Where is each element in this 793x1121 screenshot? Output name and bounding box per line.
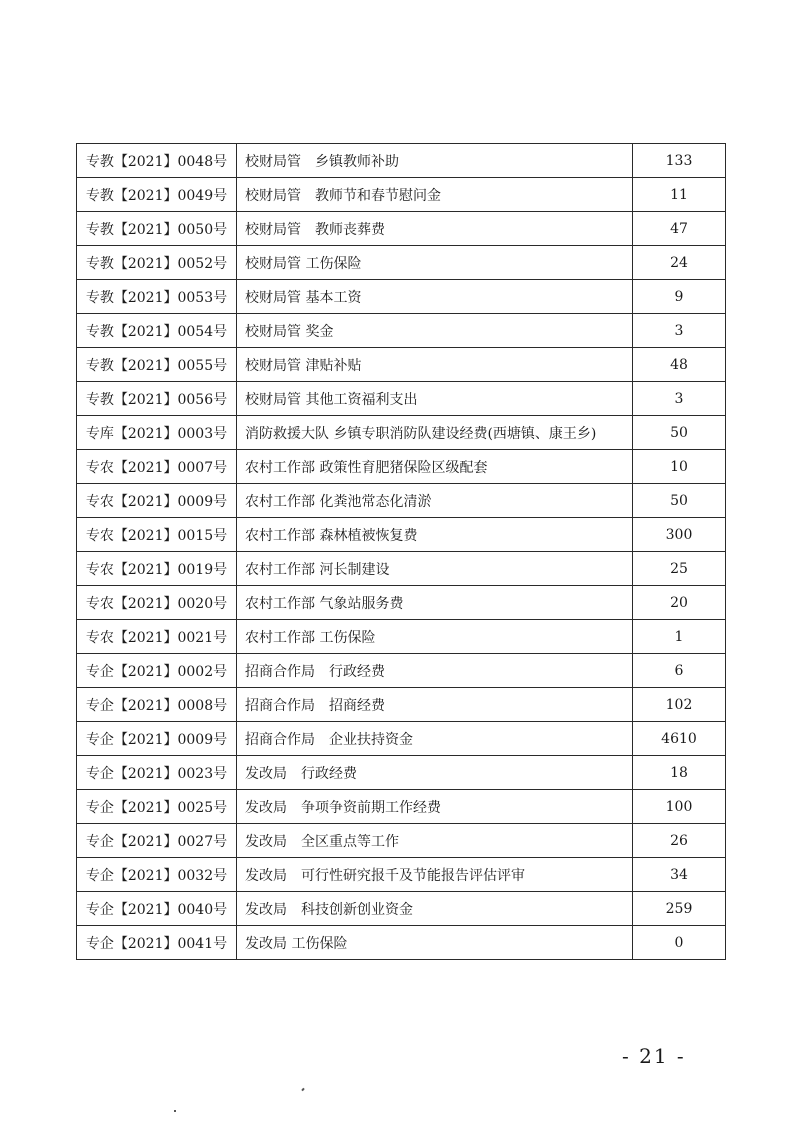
document-code-cell: 专农【2021】0020号	[77, 586, 237, 620]
amount-cell: 9	[633, 280, 726, 314]
amount-cell: 18	[633, 756, 726, 790]
item-description-cell: 招商合作局 招商经费	[237, 688, 633, 722]
item-description-cell: 校财局管 教师节和春节慰问金	[237, 178, 633, 212]
item-description-cell: 校财局管 基本工资	[237, 280, 633, 314]
document-code-cell: 专教【2021】0048号	[77, 144, 237, 178]
item-description-cell: 校财局管 乡镇教师补助	[237, 144, 633, 178]
table-row	[77, 450, 726, 484]
amount-cell: 25	[633, 552, 726, 586]
item-description-cell: 发改局 争项争资前期工作经费	[237, 790, 633, 824]
item-description-cell: 招商合作局 行政经费	[237, 654, 633, 688]
document-code-cell: 专教【2021】0056号	[77, 382, 237, 416]
item-description-cell: 发改局 全区重点等工作	[237, 824, 633, 858]
amount-cell: 6	[633, 654, 726, 688]
table-row	[77, 280, 726, 314]
amount-cell: 50	[633, 484, 726, 518]
table-row	[77, 518, 726, 552]
item-description-cell: 校财局管 奖金	[237, 314, 633, 348]
amount-cell: 11	[633, 178, 726, 212]
item-description-cell: 农村工作部 工伤保险	[237, 620, 633, 654]
document-code-cell: 专教【2021】0054号	[77, 314, 237, 348]
amount-cell: 3	[633, 382, 726, 416]
item-description-cell: 发改局 可行性研究报千及节能报告评估评审	[237, 858, 633, 892]
table-row	[77, 790, 726, 824]
table-row	[77, 858, 726, 892]
item-description-cell: 发改局 行政经费	[237, 756, 633, 790]
item-description-cell: 校财局管 津贴补贴	[237, 348, 633, 382]
amount-cell: 20	[633, 586, 726, 620]
document-code-cell: 专企【2021】0041号	[77, 926, 237, 960]
document-code-cell: 专企【2021】0040号	[77, 892, 237, 926]
item-description-cell: 农村工作部 政策性育肥猪保险区级配套	[237, 450, 633, 484]
amount-cell: 133	[633, 144, 726, 178]
amount-cell: 300	[633, 518, 726, 552]
document-code-cell: 专农【2021】0021号	[77, 620, 237, 654]
table-row	[77, 552, 726, 586]
item-description-cell: 校财局管 其他工资福利支出	[237, 382, 633, 416]
table-row	[77, 178, 726, 212]
document-code-cell: 专教【2021】0053号	[77, 280, 237, 314]
item-description-cell: 消防救援大队 乡镇专职消防队建设经费(西塘镇、康王乡)	[237, 416, 633, 450]
document-code-cell: 专农【2021】0015号	[77, 518, 237, 552]
document-code-cell: 专企【2021】0027号	[77, 824, 237, 858]
item-description-cell: 农村工作部 河长制建设	[237, 552, 633, 586]
document-code-cell: 专企【2021】0032号	[77, 858, 237, 892]
amount-cell: 34	[633, 858, 726, 892]
item-description-cell: 农村工作部 森林植被恢复费	[237, 518, 633, 552]
amount-cell: 102	[633, 688, 726, 722]
item-description-cell: 发改局 工伤保险	[237, 926, 633, 960]
document-code-cell: 专库【2021】0003号	[77, 416, 237, 450]
table-row	[77, 314, 726, 348]
scan-speck	[174, 1110, 176, 1112]
document-code-cell: 专农【2021】0019号	[77, 552, 237, 586]
table-row	[77, 620, 726, 654]
amount-cell: 1	[633, 620, 726, 654]
item-description-cell: 农村工作部 气象站服务费	[237, 586, 633, 620]
table-row	[77, 892, 726, 926]
table-row	[77, 756, 726, 790]
table-row	[77, 722, 726, 756]
funding-table	[76, 143, 726, 960]
document-code-cell: 专农【2021】0009号	[77, 484, 237, 518]
amount-cell: 100	[633, 790, 726, 824]
table-row	[77, 382, 726, 416]
document-code-cell: 专企【2021】0002号	[77, 654, 237, 688]
table-row	[77, 654, 726, 688]
amount-cell: 47	[633, 212, 726, 246]
item-description-cell: 校财局管 工伤保险	[237, 246, 633, 280]
table-row	[77, 348, 726, 382]
amount-cell: 26	[633, 824, 726, 858]
document-code-cell: 专教【2021】0055号	[77, 348, 237, 382]
item-description-cell: 校财局管 教师丧葬费	[237, 212, 633, 246]
page-number: - 21 -	[622, 1044, 686, 1068]
amount-cell: 259	[633, 892, 726, 926]
item-description-cell: 招商合作局 企业扶持资金	[237, 722, 633, 756]
table-row	[77, 586, 726, 620]
document-code-cell: 专企【2021】0023号	[77, 756, 237, 790]
amount-cell: 10	[633, 450, 726, 484]
amount-cell: 3	[633, 314, 726, 348]
table-row	[77, 688, 726, 722]
table-row	[77, 212, 726, 246]
table-row	[77, 144, 726, 178]
document-code-cell: 专教【2021】0050号	[77, 212, 237, 246]
table-row	[77, 824, 726, 858]
document-code-cell: 专企【2021】0025号	[77, 790, 237, 824]
amount-cell: 50	[633, 416, 726, 450]
table-row	[77, 926, 726, 960]
amount-cell: 48	[633, 348, 726, 382]
scan-speck	[301, 1088, 304, 1092]
document-code-cell: 专农【2021】0007号	[77, 450, 237, 484]
funding-table-body	[77, 144, 726, 960]
amount-cell: 24	[633, 246, 726, 280]
table-row	[77, 416, 726, 450]
document-code-cell: 专企【2021】0008号	[77, 688, 237, 722]
table-row	[77, 246, 726, 280]
item-description-cell: 发改局 科技创新创业资金	[237, 892, 633, 926]
table-row	[77, 484, 726, 518]
amount-cell: 4610	[633, 722, 726, 756]
document-code-cell: 专教【2021】0052号	[77, 246, 237, 280]
item-description-cell: 农村工作部 化粪池常态化清淤	[237, 484, 633, 518]
document-code-cell: 专企【2021】0009号	[77, 722, 237, 756]
document-code-cell: 专教【2021】0049号	[77, 178, 237, 212]
amount-cell: 0	[633, 926, 726, 960]
